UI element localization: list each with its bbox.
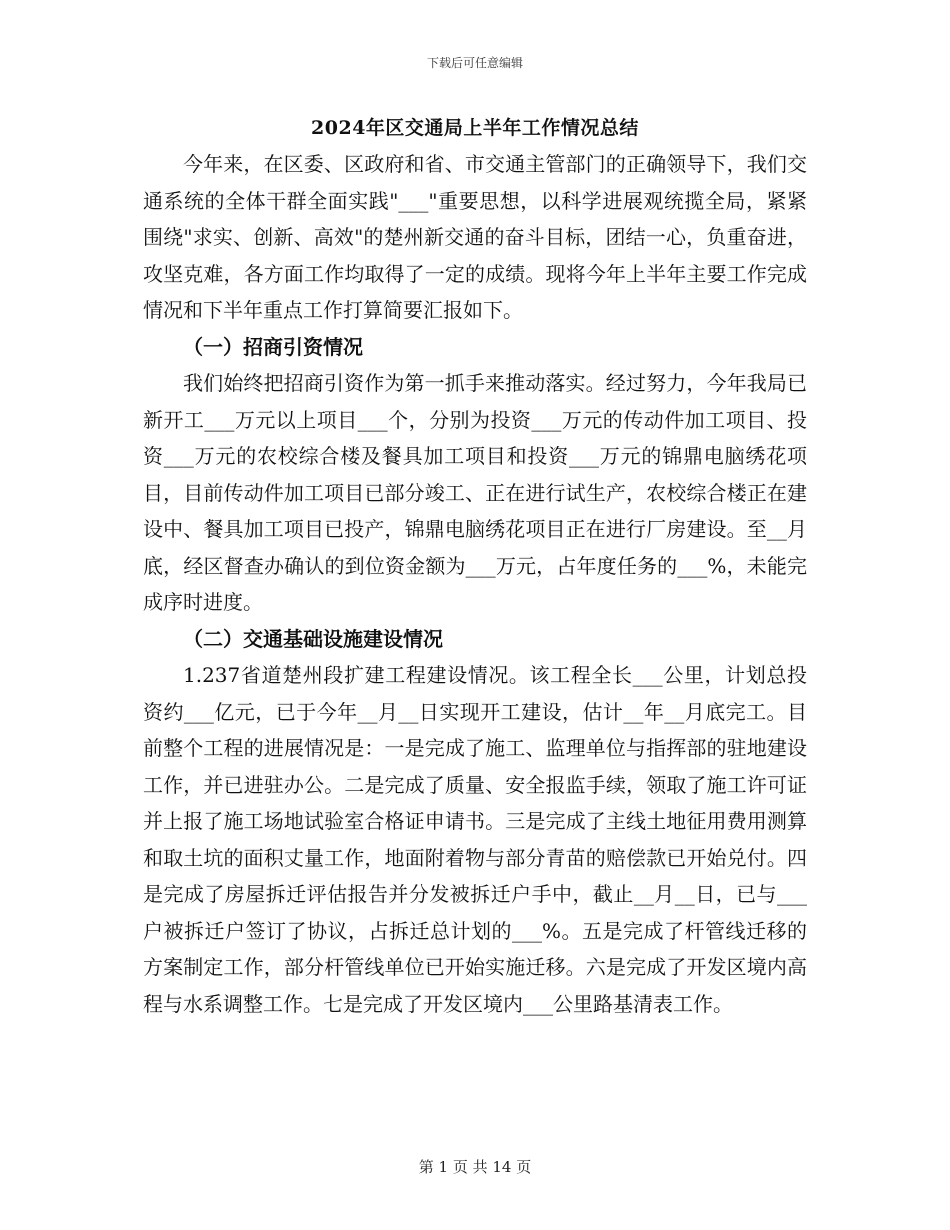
document-title: 2024年区交通局上半年工作情况总结 [311, 117, 639, 139]
page-number: 第 1 页 共 14 页 [418, 1158, 532, 1176]
document-body [143, 110, 807, 1022]
section-heading-infrastructure: （二）交通基础设施建设情况 [183, 626, 443, 651]
intro-paragraph: 今年来，在区委、区政府和省、市交通主管部门的正确领导下，我们交通系统的全体干群全面实践"___"重要思想，以科学进展观统揽全局，紧紧围绕"求实、创新、高效"的楚州新交通的奋斗目标，团结一心，负重奋进，攻坚克难，各方面工作均取得了一定的成绩。现将今年上半年主要工作完成情况和下半年重点工作打算简要汇报如下。 [143, 152, 807, 322]
section-heading-investment: （一）招商引资情况 [183, 334, 363, 359]
section-body-investment: 我们始终把招商引资作为第一抓手来推动落实。经过努力，今年我局已新开工___万元以上项目___个，分别为投资___万元的传动件加工项目、投资___万元的农校综合楼及餐具加工项目和投资___万元的锦鼎电脑绣花项目，目前传动件加工项目已部分竣工、正在进行试生产，农校综合楼正在建设中、餐具加工项目已投产，锦鼎电脑绣花项目正在进行厂房建设。至__月底，经区督查办确认的到位资金额为___万元，占年度任务的___%，未能完成序时进度。 [143, 371, 807, 614]
section-body-infrastructure: 1.237省道楚州段扩建工程建设情况。该工程全长___公里，计划总投资约___亿元，已于今年__月__日实现开工建设，估计__年__月底完工。目前整个工程的进展情况是：一是完成了施工、监理单位与指挥部的驻地建设工作，并已进驻办公。二是完成了质量、安全报监手续，领取了施工许可证并上报了施工场地试验室合格证申请书。三是完成了主线土地征用费用测算和取土坑的面积丈量工作，地面附着物与部分青苗的赔偿款已开始兑付。四是完成了房屋拆迁评估报告并分发被拆迁户手中，截止__月__日，已与___户被拆迁户签订了协议，占拆迁总计划的___%。五是完成了杆管线迁移的方案制定工作，部分杆管线单位已开始实施迁移。六是完成了开发区境内高程与水系调整工作。七是完成了开发区境内___公里路基清表工作。 [143, 663, 807, 1016]
header-note: 下载后可任意编辑 [426, 56, 523, 70]
